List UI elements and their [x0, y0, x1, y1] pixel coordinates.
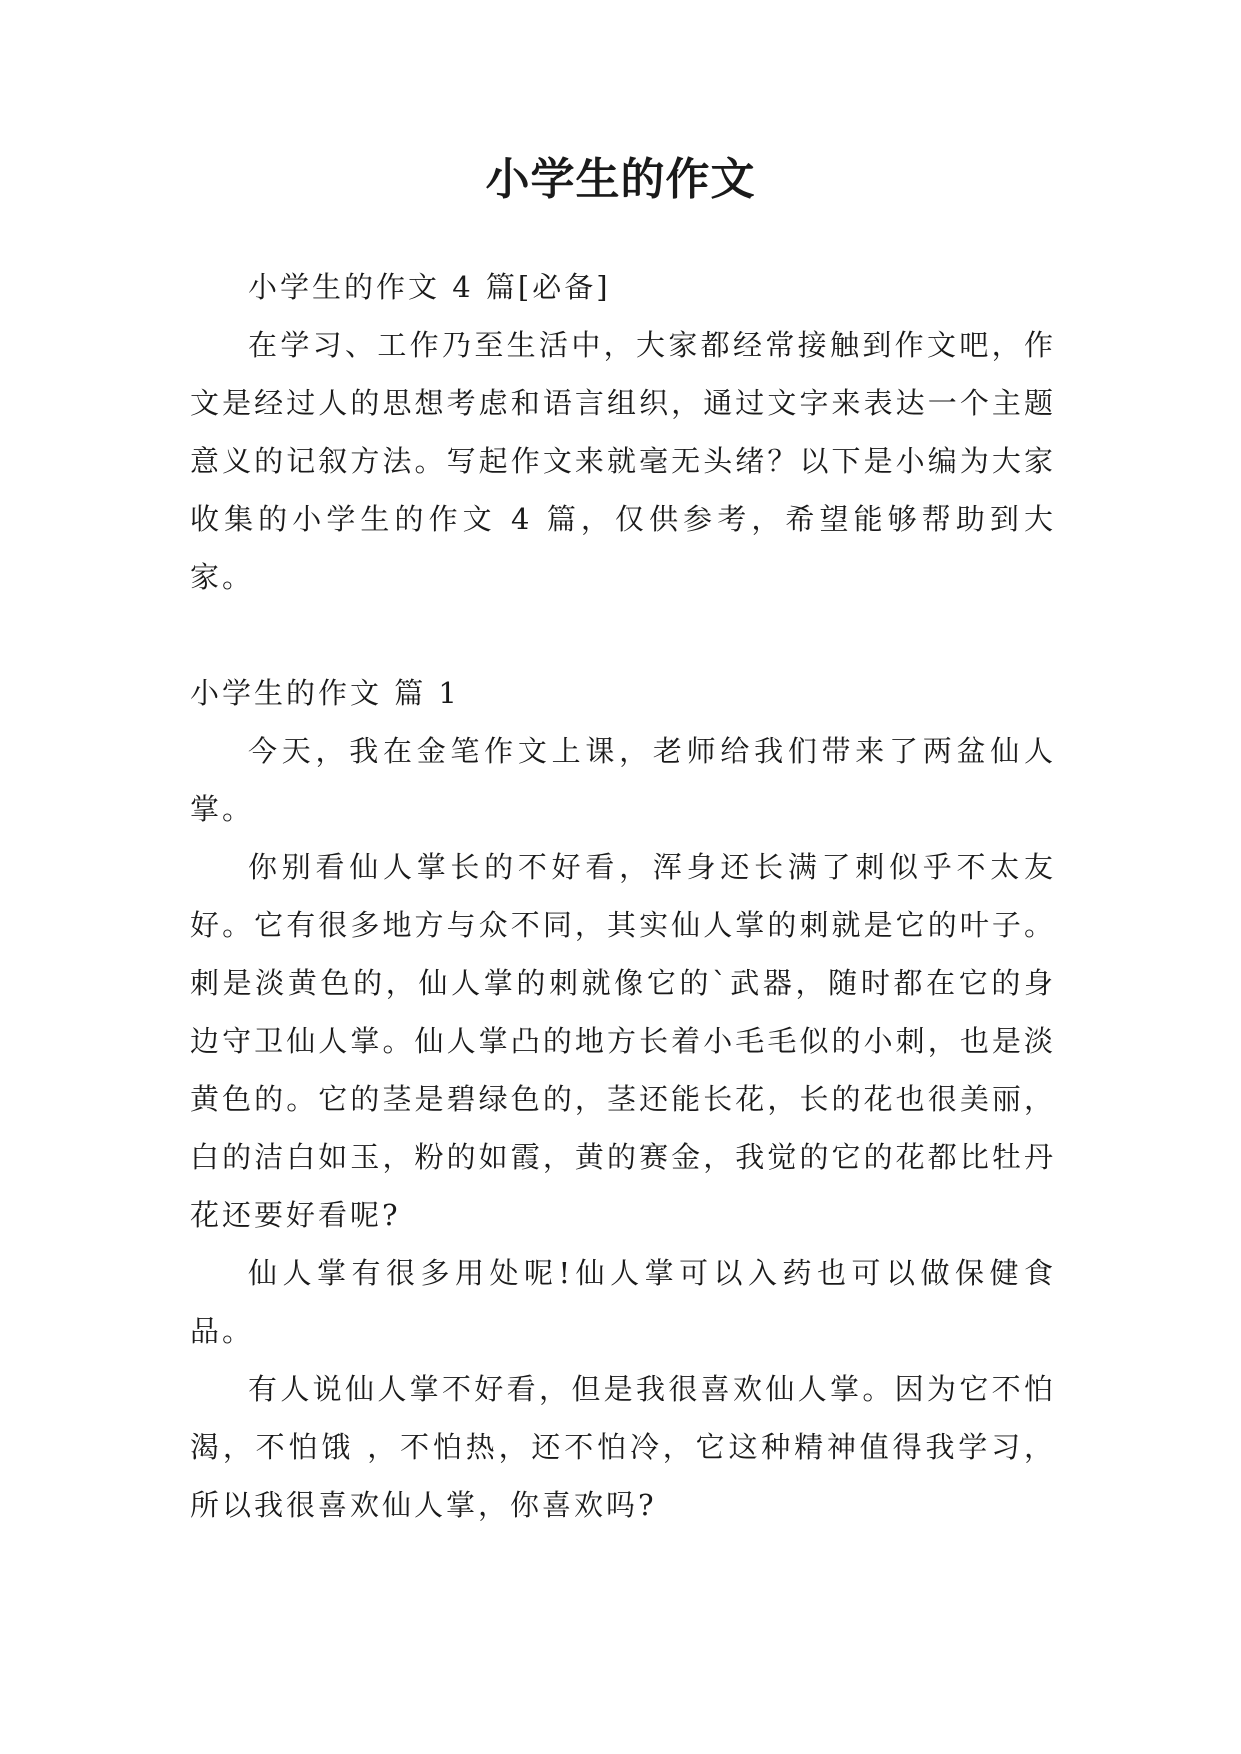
- paragraph: 仙人掌有很多用处呢!仙人掌可以入药也可以做保健食品。: [190, 1256, 1056, 1348]
- section-spacer: [190, 606, 1056, 664]
- paragraph: 你别看仙人掌长的不好看，浑身还长满了刺似乎不太友好。它有很多地方与众不同，其实仙人掌的刺就是它的叶子。刺是淡黄色的，仙人掌的刺就像它的`武器，随时都在它的身边守卫仙人掌。仙人掌凸的地方长着小毛毛似的小刺，也是淡黄色的。它的茎是碧绿色的，茎还能长花，长的花也很美丽，白的洁白如玉，粉的如霞，黄的赛金，我觉的它的花都比牡丹花还要好看呢?: [190, 850, 1056, 1232]
- document-title: 小学生的作文: [485, 154, 756, 205]
- document-body: [190, 258, 1056, 1534]
- document-subtitle: 小学生的作文 4 篇[必备]: [248, 270, 611, 304]
- paragraph: 有人说仙人掌不好看，但是我很喜欢仙人掌。因为它不怕渴，不怕饿 ，不怕热，还不怕冷，它这种精神值得我学习，所以我很喜欢仙人掌，你喜欢吗?: [190, 1372, 1056, 1522]
- intro-paragraph: 在学习、工作乃至生活中，大家都经常接触到作文吧，作文是经过人的思想考虑和语言组织，通过文字来表达一个主题意义的记叙方法。写起作文来就毫无头绪？以下是小编为大家收集的小学生的作文 4 篇，仅供参考，希望能够帮助到大家。: [190, 328, 1056, 594]
- section-heading: 小学生的作文 篇 1: [190, 676, 460, 710]
- paragraph: 今天，我在金笔作文上课，老师给我们带来了两盆仙人掌。: [190, 734, 1056, 826]
